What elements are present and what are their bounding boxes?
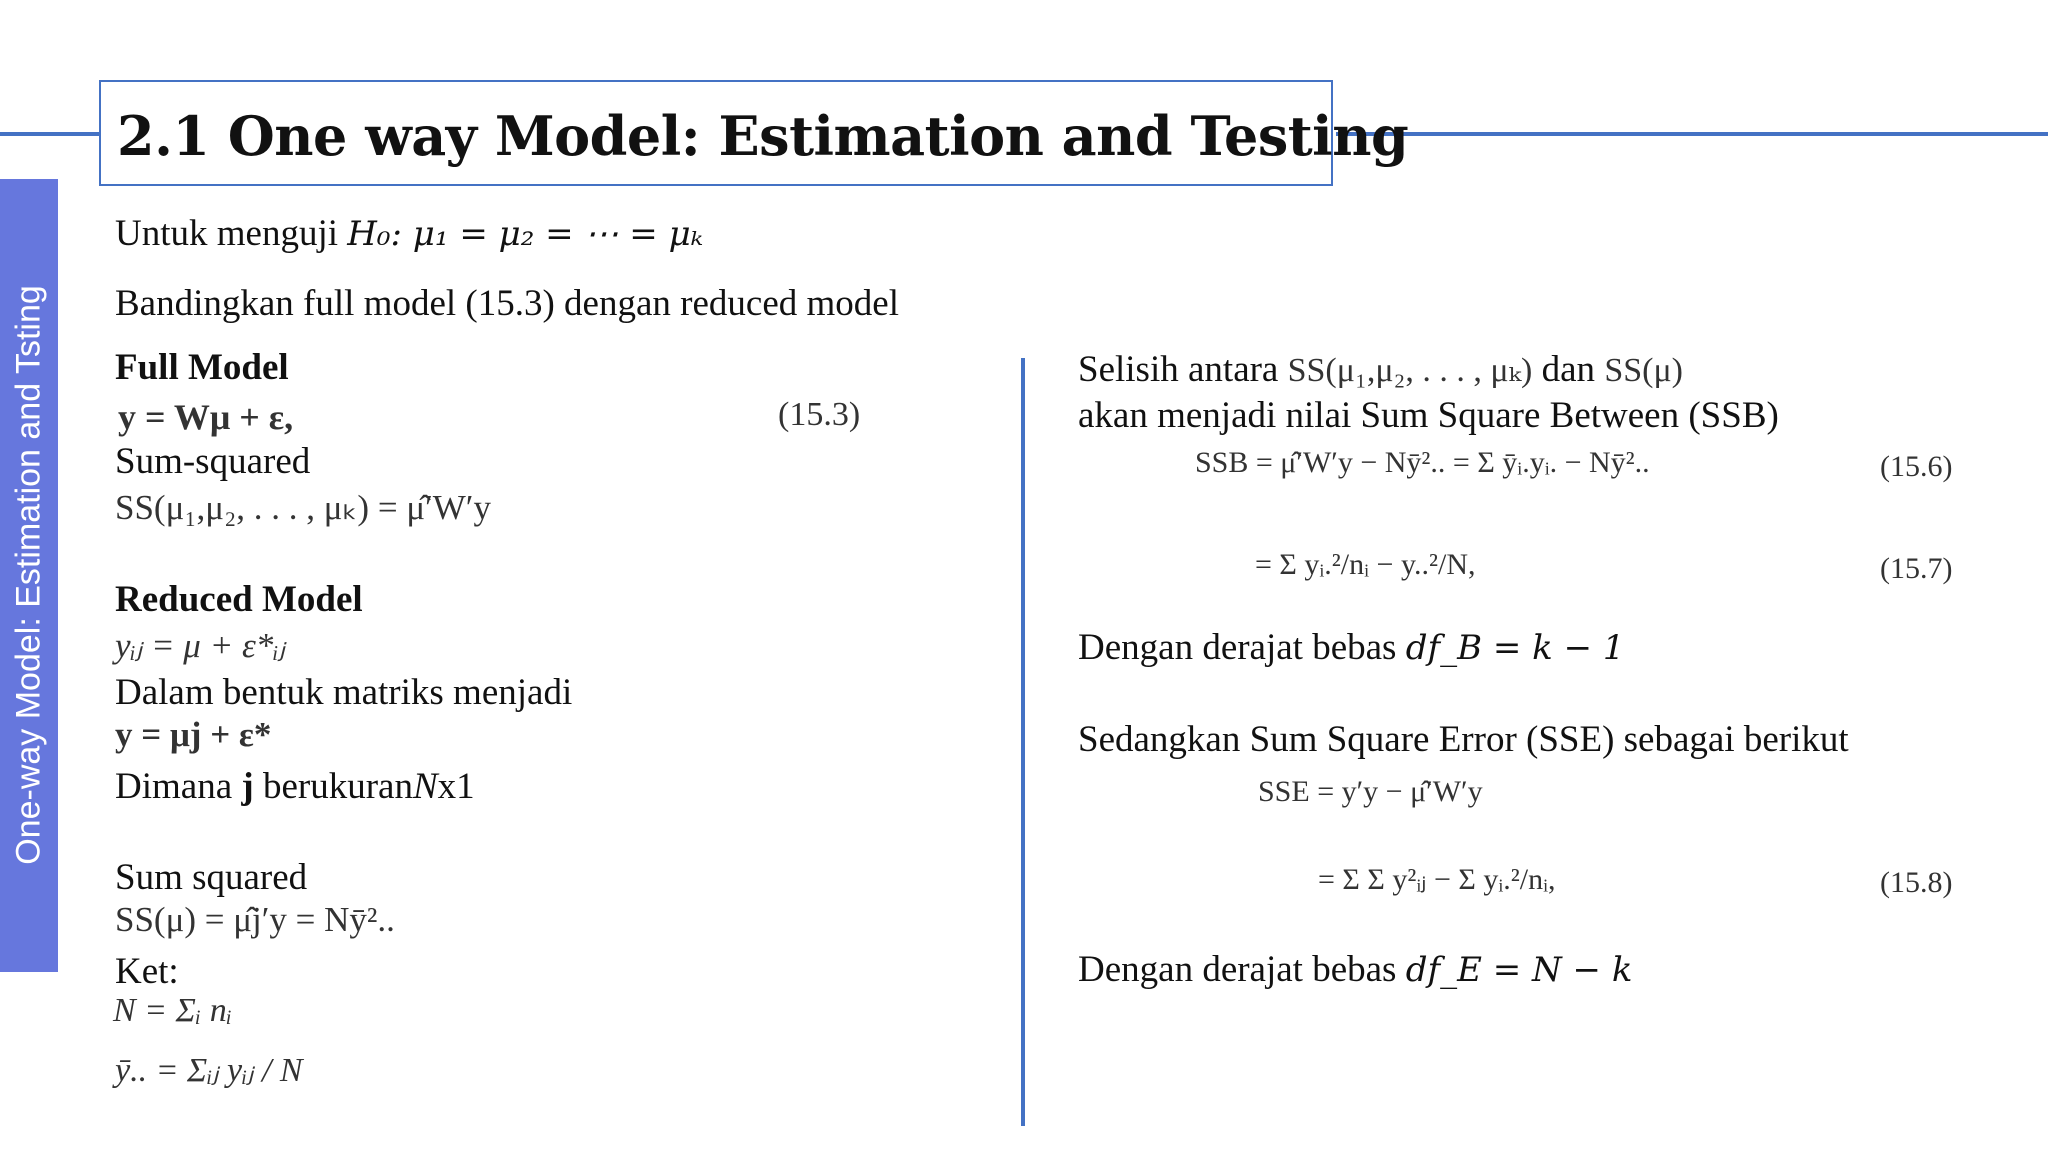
sse-equation-2: = Σ Σ y²ᵢⱼ − Σ yᵢ.²/nᵢ,	[1318, 863, 1556, 896]
selisih-text: Selisih antara	[1078, 349, 1279, 390]
full-model-eqnum: (15.3)	[778, 396, 861, 433]
dfe-math: df_E = N − k	[1405, 950, 1633, 990]
dfb-text: Dengan derajat bebas	[1078, 627, 1397, 668]
dimana-text-1: Dimana	[115, 766, 233, 807]
compare-line: Bandingkan full model (15.3) dengan reduced model	[115, 283, 899, 324]
dfe-line	[1078, 950, 1632, 991]
selisih-line-2: akan menjadi nilai Sum Square Between (SSB)	[1078, 395, 1779, 436]
hypothesis-text: Untuk menguji	[115, 213, 339, 254]
sum-squared-label-1: Sum-squared	[115, 441, 311, 482]
sse-equation: SSE = y′y − μ̂′W′y	[1258, 775, 1483, 808]
reduced-model-heading: Reduced Model	[115, 579, 363, 620]
dimana-N: N	[412, 766, 438, 807]
ss-reduced-equation: SS(μ) = μ̂j′y = Nȳ²..	[115, 900, 395, 939]
hypothesis-line	[115, 214, 703, 255]
matrix-equation: y = μj + ε*	[115, 715, 272, 754]
ket-N-equation: N = Σᵢ nᵢ	[113, 992, 233, 1029]
selisih-ss2: SS(μ)	[1604, 352, 1684, 389]
reduced-model-equation: yᵢⱼ = μ + ε*ᵢⱼ	[115, 626, 285, 665]
sum-squared-label-2: Sum squared	[115, 857, 308, 898]
title-box	[99, 80, 1409, 186]
sse-eqnum: (15.8)	[1880, 866, 1953, 899]
dimana-j: j	[241, 766, 254, 807]
column-divider	[1021, 358, 1025, 1126]
page-title: 2.1 One way Model: Estimation and Testing	[117, 104, 1409, 168]
dfb-math: df_B = k − 1	[1405, 628, 1625, 668]
dimana-text-3: x1	[437, 766, 475, 807]
matrix-text: Dalam bentuk matriks menjadi	[115, 672, 573, 713]
dimana-text-2: berukuran	[262, 766, 413, 807]
full-model-heading: Full Model	[115, 347, 289, 388]
ssb-eqnum: (15.6)	[1880, 450, 1953, 483]
selisih-line	[1078, 350, 1683, 391]
ket-label: Ket:	[115, 951, 179, 992]
full-model-equation: y = Wμ + ε,	[118, 397, 294, 437]
ssb-equation-2: = Σ yᵢ.²/nᵢ − y..²/N,	[1255, 548, 1476, 581]
hypothesis-math: H₀: μ₁ = μ₂ = ⋯ = μₖ	[347, 214, 704, 254]
selisih-ss1: SS(μ₁,μ₂, . . . , μₖ)	[1287, 352, 1533, 389]
selisih-dan: dan	[1541, 349, 1596, 390]
ssb-equation: SSB = μ̂′W′y − Nȳ².. = Σ ȳᵢ.yᵢ. − Nȳ²..	[1195, 446, 1650, 479]
header-rule-right	[1336, 132, 2048, 136]
dimana-line	[115, 767, 475, 808]
sse-intro: Sedangkan Sum Square Error (SSE) sebagai berikut	[1078, 719, 1849, 760]
ket-ybar-equation: ȳ.. = Σᵢⱼ yᵢⱼ / N	[115, 1052, 303, 1089]
side-bar	[0, 179, 58, 972]
dfb-line	[1078, 628, 1625, 669]
dfe-text: Dengan derajat bebas	[1078, 949, 1397, 990]
header-rule-left	[0, 132, 100, 136]
ssb-eqnum-2: (15.7)	[1880, 552, 1953, 585]
side-label: One-way Model: Estimation and Tsting	[9, 285, 48, 865]
ss-full-equation: SS(μ₁,μ₂, . . . , μₖ) = μ̂′W′y	[115, 488, 491, 527]
